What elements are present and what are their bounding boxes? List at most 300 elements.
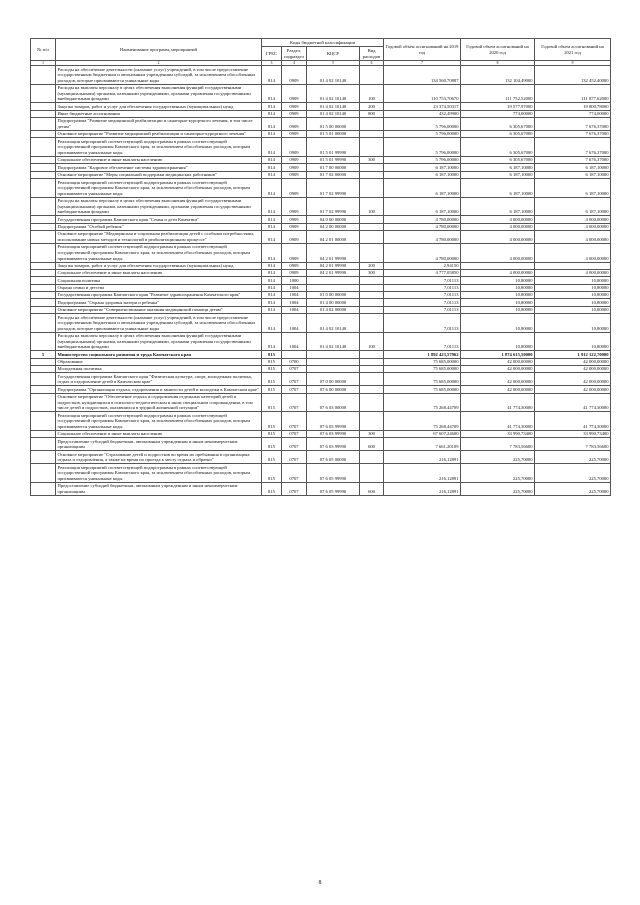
- row-name: Закупка товаров, работ и услуг для обеспечения государственных (муниципальных) нужд: [56, 103, 262, 110]
- row-ktsr: 04 2 00 00000: [307, 223, 360, 230]
- row-amount-2020: 774,00000: [461, 110, 535, 117]
- row-grbs: 814: [262, 171, 282, 178]
- row-name: Реализация мероприятий соответствующей подпрограммы в рамках соответствующей государственной программы Камчатского края, за исключением обособленных расходов, которым присваиваются уникальные коды: [56, 412, 262, 431]
- row-ktsr: 01 5 01 99990: [307, 156, 360, 163]
- row-amount-2019: 67 607,24600: [384, 430, 461, 437]
- table-row: [31, 366, 611, 373]
- row-amount-2019: 216,12891: [384, 451, 461, 464]
- row-amount-2019: 7,01113: [384, 277, 461, 284]
- row-ktsr: 01 4 02 00000: [307, 306, 360, 313]
- row-razdel: 0909: [282, 179, 307, 198]
- row-num: [31, 464, 56, 483]
- row-razdel: 1004: [282, 292, 307, 299]
- row-amount-2019: 110 753,70670: [384, 84, 461, 103]
- table-row: [31, 314, 611, 333]
- row-num: [31, 393, 56, 412]
- table-row: [31, 464, 611, 483]
- table-row: [31, 393, 611, 412]
- row-amount-2019: 5 796,00000: [384, 138, 461, 157]
- row-ktsr: [307, 358, 360, 365]
- row-razdel: 0707: [282, 412, 307, 431]
- row-grbs: 814: [262, 66, 282, 85]
- header-ktsr: КЦСР: [307, 47, 360, 61]
- row-grbs: 814: [262, 262, 282, 269]
- row-razdel: 0909: [282, 262, 307, 269]
- row-grbs: 814: [262, 314, 282, 333]
- table-row: [31, 84, 611, 103]
- row-name: Основное мероприятие "Совершенствование оказания медицинской помощи детям": [56, 306, 262, 313]
- page-number: 8: [318, 880, 322, 886]
- row-vid: 300: [360, 156, 384, 163]
- row-name: Образование: [56, 358, 262, 365]
- row-razdel: 0707: [282, 393, 307, 412]
- row-amount-2019: 6 187,10000: [384, 197, 461, 216]
- row-amount-2020: 10,80000: [461, 277, 535, 284]
- table-row: [31, 216, 611, 223]
- row-vid: [360, 179, 384, 198]
- row-name: Социальная политика: [56, 277, 262, 284]
- row-amount-2021: 111 877,62000: [535, 84, 611, 103]
- row-ktsr: 07 6 03 99990: [307, 430, 360, 437]
- table-row: [31, 332, 611, 351]
- row-ktsr: [307, 277, 360, 284]
- row-amount-2021: 7 783,56600: [535, 438, 611, 451]
- row-razdel: 0909: [282, 66, 307, 85]
- row-vid: [360, 358, 384, 365]
- row-amount-2021: 19 800,78000: [535, 103, 611, 110]
- row-amount-2021: 7 676,37000: [535, 118, 611, 131]
- table-row: [31, 66, 611, 85]
- row-amount-2020: 6 305,67000: [461, 156, 535, 163]
- index-cell: 4: [282, 61, 307, 66]
- table-row: [31, 284, 611, 291]
- row-amount-2021: 6 187,10000: [535, 197, 611, 216]
- row-amount-2020: 42 000,00000: [461, 373, 535, 386]
- row-amount-2021: 10,80000: [535, 277, 611, 284]
- row-name: Государственная программа Камчатского края "Физическая культура, спорт, молодежная политика, отдых и оздоровление детей в Камчатском крае": [56, 373, 262, 386]
- row-name: Основное мероприятие "Обеспечение отдыха и оздоровления отдельных категорий детей и подростков, нуждающихся в психолого-педагогическом и ином специальном сопровождении, в том числе детей и подростков, оказавшихся в трудной жизненной ситуации": [56, 393, 262, 412]
- row-ktsr: 04 0 00 00000: [307, 216, 360, 223]
- row-num: [31, 306, 56, 313]
- row-num: [31, 164, 56, 171]
- row-amount-2020: 7 783,56600: [461, 438, 535, 451]
- row-grbs: 815: [262, 351, 282, 358]
- row-amount-2020: 41 774,30000: [461, 393, 535, 412]
- row-ktsr: 01 0 00 00000: [307, 292, 360, 299]
- index-cell: 9: [535, 61, 611, 66]
- row-amount-2021: 4 000,00000: [535, 243, 611, 262]
- row-num: [31, 179, 56, 198]
- row-ktsr: 01 4 02 10140: [307, 314, 360, 333]
- row-razdel: 0909: [282, 269, 307, 276]
- row-razdel: 0707: [282, 482, 307, 495]
- row-vid: [360, 171, 384, 178]
- row-name: Социальное обеспечение и иные выплаты населению: [56, 156, 262, 163]
- table-body: [31, 66, 611, 496]
- table-row: [31, 131, 611, 138]
- row-amount-2020: 19 577,97000: [461, 103, 535, 110]
- row-amount-2021: 7 676,37000: [535, 138, 611, 157]
- row-amount-2021: 225,70000: [535, 482, 611, 495]
- row-amount-2019: 75 685,00000: [384, 386, 461, 393]
- row-razdel: 1000: [282, 277, 307, 284]
- row-vid: [360, 277, 384, 284]
- row-amount-2020: 10,80000: [461, 284, 535, 291]
- budget-table-sheet: [30, 38, 610, 496]
- index-cell: 6: [360, 61, 384, 66]
- table-row: [31, 269, 611, 276]
- row-amount-2021: 42 000,00000: [535, 366, 611, 373]
- row-amount-2019: 4 780,00000: [384, 243, 461, 262]
- row-razdel: 0909: [282, 118, 307, 131]
- header-grbs: ГРБС: [262, 47, 282, 61]
- table-row: [31, 430, 611, 437]
- row-grbs: 815: [262, 358, 282, 365]
- header-razdel: Раздел, подраздел: [282, 47, 307, 61]
- row-name: Министерство социального развития и труда Камчатского края: [56, 351, 262, 358]
- row-razdel: 0909: [282, 138, 307, 157]
- row-amount-2021: 42 000,00000: [535, 358, 611, 365]
- row-razdel: 0909: [282, 230, 307, 243]
- row-razdel: 0909: [282, 197, 307, 216]
- row-num: [31, 84, 56, 103]
- row-name: Охрана семьи и детства: [56, 284, 262, 291]
- row-name: Социальное обеспечение и иные выплаты населению: [56, 269, 262, 276]
- row-vid: 100: [360, 197, 384, 216]
- row-amount-2021: 7 676,37000: [535, 156, 611, 163]
- row-amount-2019: 7,01113: [384, 314, 461, 333]
- row-vid: [360, 373, 384, 386]
- row-vid: [360, 412, 384, 431]
- header-codes-group: Коды бюджетной классификации: [262, 39, 384, 47]
- row-num: [31, 118, 56, 131]
- row-amount-2019: 1 892 423,57962: [384, 351, 461, 358]
- row-amount-2019: 7,01113: [384, 332, 461, 351]
- row-razdel: [282, 351, 307, 358]
- table-row: [31, 164, 611, 171]
- row-amount-2020: 4 000,00000: [461, 269, 535, 276]
- row-razdel: 0909: [282, 164, 307, 171]
- table-row: [31, 299, 611, 306]
- row-vid: [360, 223, 384, 230]
- row-amount-2020: 225,70000: [461, 464, 535, 483]
- row-ktsr: [307, 284, 360, 291]
- header-name: Наименование программ, мероприятий: [56, 39, 262, 61]
- row-amount-2019: 5 796,00000: [384, 118, 461, 131]
- row-amount-2019: 23 374,50317: [384, 103, 461, 110]
- header-2019: Годовой объем ассигнований на 2019 год: [384, 39, 461, 61]
- row-num: [31, 451, 56, 464]
- row-amount-2021: 4 000,00000: [535, 223, 611, 230]
- row-amount-2019: 75 268,44709: [384, 393, 461, 412]
- row-amount-2020: 10,80000: [461, 306, 535, 313]
- row-grbs: 814: [262, 197, 282, 216]
- row-name: Реализация мероприятий соответствующей подпрограммы в рамках соответствующей государственной программы Камчатского края, за исключением обособленных расходов, которым присваиваются уникальные коды: [56, 464, 262, 483]
- row-amount-2019: 4 780,00000: [384, 223, 461, 230]
- header-2020: Годовой объем ассигнований на 2020 год: [461, 39, 535, 61]
- row-grbs: 815: [262, 430, 282, 437]
- row-razdel: 0707: [282, 366, 307, 373]
- row-name: Подпрограмма "Организация отдыха, оздоровления и занятости детей и молодежи в Камчатском крае": [56, 386, 262, 393]
- row-num: [31, 299, 56, 306]
- row-razdel: 1004: [282, 314, 307, 333]
- row-name: Государственная программа Камчатского края "Развитие здравоохранения Камчатского края": [56, 292, 262, 299]
- row-amount-2019: 216,12891: [384, 482, 461, 495]
- row-razdel: 0909: [282, 216, 307, 223]
- row-amount-2020: 6 305,67000: [461, 138, 535, 157]
- table-row: [31, 156, 611, 163]
- table-row: [31, 386, 611, 393]
- row-amount-2019: 5 796,00000: [384, 131, 461, 138]
- row-num: [31, 412, 56, 431]
- row-amount-2020: 6 187,10000: [461, 179, 535, 198]
- row-amount-2021: 10,80000: [535, 306, 611, 313]
- row-grbs: 814: [262, 277, 282, 284]
- row-amount-2020: 225,70000: [461, 482, 535, 495]
- row-amount-2020: 10,80000: [461, 332, 535, 351]
- row-grbs: 814: [262, 243, 282, 262]
- table-row: [31, 373, 611, 386]
- row-amount-2019: 7,01113: [384, 306, 461, 313]
- row-name: Реализация мероприятий соответствующей подпрограммы в рамках соответствующей государственной программы Камчатского края, за исключением обособленных расходов, которым присваиваются уникальные коды: [56, 243, 262, 262]
- row-amount-2021: 10,80000: [535, 314, 611, 333]
- row-num: [31, 269, 56, 276]
- row-amount-2019: 4 780,00000: [384, 216, 461, 223]
- row-amount-2021: 6 187,10000: [535, 179, 611, 198]
- table-row: [31, 277, 611, 284]
- row-ktsr: 01 4 02 10140: [307, 110, 360, 117]
- row-vid: [360, 284, 384, 291]
- row-num: [31, 292, 56, 299]
- row-num: [31, 197, 56, 216]
- row-vid: [360, 351, 384, 358]
- header-num: № п/п: [31, 39, 56, 61]
- table-row: [31, 451, 611, 464]
- row-num: [31, 366, 56, 373]
- row-ktsr: 01 7 02 99990: [307, 197, 360, 216]
- row-name: Иные бюджетные ассигнования: [56, 110, 262, 117]
- table-row: [31, 103, 611, 110]
- row-name: Основное мероприятие "Страхование детей и подростков во время их пребывания в организациях отдыха и оздоровления, а также на время их проезда к месту отдыха и обратно": [56, 451, 262, 464]
- row-name: Основное мероприятие "Меры социальной поддержки медицинских работников": [56, 171, 262, 178]
- row-num: [31, 156, 56, 163]
- row-razdel: 0707: [282, 438, 307, 451]
- table-row: [31, 223, 611, 230]
- row-num: [31, 430, 56, 437]
- index-cell: 3: [262, 61, 282, 66]
- index-cell: 5: [307, 61, 360, 66]
- row-ktsr: 04 2 01 99990: [307, 262, 360, 269]
- row-amount-2021: 7 676,37000: [535, 131, 611, 138]
- row-amount-2019: 4 777,05850: [384, 269, 461, 276]
- row-vid: [360, 386, 384, 393]
- row-vid: [360, 138, 384, 157]
- row-num: [31, 438, 56, 451]
- row-vid: [360, 292, 384, 299]
- row-ktsr: 07 6 00 00000: [307, 386, 360, 393]
- row-razdel: 0707: [282, 373, 307, 386]
- row-num: [31, 131, 56, 138]
- row-grbs: 814: [262, 164, 282, 171]
- row-num: [31, 332, 56, 351]
- row-num: [31, 386, 56, 393]
- row-amount-2021: 4 000,00000: [535, 216, 611, 223]
- row-name: Социальное обеспечение и иные выплаты населению: [56, 430, 262, 437]
- row-razdel: 0909: [282, 223, 307, 230]
- table-row: [31, 110, 611, 117]
- row-grbs: 814: [262, 216, 282, 223]
- row-amount-2019: 7,01113: [384, 299, 461, 306]
- row-grbs: 815: [262, 451, 282, 464]
- row-amount-2021: 10,80000: [535, 332, 611, 351]
- row-ktsr: [307, 351, 360, 358]
- row-vid: 100: [360, 84, 384, 103]
- row-amount-2021: 4 000,00000: [535, 269, 611, 276]
- row-ktsr: 04 2 01 99990: [307, 269, 360, 276]
- row-name: Подпрограмма "Кадровое обеспечение системы здравоохранения": [56, 164, 262, 171]
- row-name: Предоставление субсидий бюджетным, автономным учреждениям и иным некоммерческим организациям: [56, 482, 262, 495]
- row-razdel: 0909: [282, 243, 307, 262]
- row-amount-2020: 10,80000: [461, 299, 535, 306]
- budget-table: [30, 38, 611, 496]
- row-vid: [360, 464, 384, 483]
- row-grbs: 814: [262, 179, 282, 198]
- row-grbs: 815: [262, 482, 282, 495]
- row-grbs: 814: [262, 299, 282, 306]
- row-amount-2019: 6 187,10000: [384, 164, 461, 171]
- row-amount-2021: 132 452,40000: [535, 66, 611, 85]
- row-amount-2020: 42 000,00000: [461, 358, 535, 365]
- table-row: [31, 412, 611, 431]
- row-grbs: 814: [262, 292, 282, 299]
- row-razdel: 0909: [282, 156, 307, 163]
- header-vid: Вид расходов: [360, 47, 384, 61]
- row-grbs: 814: [262, 223, 282, 230]
- row-amount-2021: 41 774,30000: [535, 393, 611, 412]
- row-razdel: 0707: [282, 451, 307, 464]
- row-num: [31, 373, 56, 386]
- row-amount-2020: 6 305,67000: [461, 118, 535, 131]
- row-amount-2021: 33 990,73400: [535, 430, 611, 437]
- row-amount-2021: 10,80000: [535, 284, 611, 291]
- row-ktsr: [307, 366, 360, 373]
- row-razdel: 0909: [282, 84, 307, 103]
- row-grbs: 815: [262, 438, 282, 451]
- row-grbs: 814: [262, 332, 282, 351]
- row-razdel: 0909: [282, 171, 307, 178]
- row-amount-2020: 10,80000: [461, 292, 535, 299]
- table-row: [31, 262, 611, 269]
- row-razdel: 0700: [282, 358, 307, 365]
- row-amount-2021: [535, 262, 611, 269]
- row-grbs: 815: [262, 386, 282, 393]
- table-row: [31, 138, 611, 157]
- index-cell: 1: [31, 61, 56, 66]
- row-amount-2021: 42 000,00000: [535, 386, 611, 393]
- row-ktsr: 04 2 01 00000: [307, 230, 360, 243]
- row-amount-2019: 75 685,00000: [384, 373, 461, 386]
- row-amount-2021: 225,70000: [535, 451, 611, 464]
- row-num: [31, 138, 56, 157]
- row-ktsr: 01 4 02 10140: [307, 84, 360, 103]
- row-grbs: 815: [262, 464, 282, 483]
- row-amount-2020: 41 774,30000: [461, 412, 535, 431]
- row-vid: [360, 393, 384, 412]
- row-num: [31, 243, 56, 262]
- row-amount-2019: 4 780,00000: [384, 230, 461, 243]
- row-amount-2019: 5 796,00000: [384, 156, 461, 163]
- index-cell: 8: [461, 61, 535, 66]
- row-grbs: 815: [262, 412, 282, 431]
- row-amount-2020: 132 104,49000: [461, 66, 535, 85]
- row-num: [31, 358, 56, 365]
- row-razdel: 0909: [282, 110, 307, 117]
- row-amount-2020: 111 752,52000: [461, 84, 535, 103]
- row-vid: 300: [360, 430, 384, 437]
- row-name: Расходы на выплаты персоналу в целях обеспечения выполнения функций государственными (муниципальными) органами, казенными учреждениями, органами управления государственными внебюджетными фондами: [56, 197, 262, 216]
- row-ktsr: 07 0 00 00000: [307, 373, 360, 386]
- row-grbs: 814: [262, 118, 282, 131]
- table-row: [31, 118, 611, 131]
- row-vid: 600: [360, 438, 384, 451]
- row-razdel: 0707: [282, 430, 307, 437]
- row-amount-2020: 6 187,10000: [461, 164, 535, 171]
- row-ktsr: 01 4 00 00000: [307, 299, 360, 306]
- row-ktsr: 01 7 02 00000: [307, 171, 360, 178]
- row-vid: 800: [360, 110, 384, 117]
- row-vid: 300: [360, 269, 384, 276]
- table-row: [31, 358, 611, 365]
- row-grbs: 814: [262, 156, 282, 163]
- row-amount-2020: 6 187,10000: [461, 197, 535, 216]
- row-vid: 200: [360, 262, 384, 269]
- row-name: Государственная программа Камчатского края "Семья и дети Камчатки": [56, 216, 262, 223]
- table-row: [31, 292, 611, 299]
- row-vid: [360, 366, 384, 373]
- row-vid: [360, 216, 384, 223]
- row-amount-2021: 774,00000: [535, 110, 611, 117]
- row-amount-2021: 10,80000: [535, 292, 611, 299]
- row-grbs: 814: [262, 138, 282, 157]
- row-amount-2020: 6 187,10000: [461, 171, 535, 178]
- row-vid: 100: [360, 332, 384, 351]
- row-ktsr: 07 6 05 99990: [307, 482, 360, 495]
- row-num: [31, 284, 56, 291]
- row-num: [31, 262, 56, 269]
- row-grbs: 814: [262, 103, 282, 110]
- row-grbs: 814: [262, 284, 282, 291]
- row-name: Основное мероприятие "Медицинская и социальная реабилитация детей с особыми потребностями, использование новых методов и технологий в реабилитационном процессе": [56, 230, 262, 243]
- row-name: Закупка товаров, работ и услуг для обеспечения государственных (муниципальных) нужд: [56, 262, 262, 269]
- row-ktsr: 01 4 02 10140: [307, 332, 360, 351]
- row-razdel: 0707: [282, 386, 307, 393]
- row-ktsr: 01 4 02 10140: [307, 103, 360, 110]
- row-ktsr: 01 4 02 10140: [307, 66, 360, 85]
- row-amount-2020: 42 000,00000: [461, 366, 535, 373]
- row-name: Реализация мероприятий соответствующей подпрограммы в рамках соответствующей государственной программы Камчатского края, за исключением обособленных расходов, которым присваиваются уникальные коды: [56, 138, 262, 157]
- row-razdel: 1004: [282, 299, 307, 306]
- row-name: Основное мероприятие "Развитие медицинской реабилитации и санаторно-курортного лечения": [56, 131, 262, 138]
- row-grbs: 815: [262, 373, 282, 386]
- row-amount-2020: 4 000,00000: [461, 243, 535, 262]
- row-vid: [360, 306, 384, 313]
- row-amount-2020: 42 000,00000: [461, 386, 535, 393]
- table-row: [31, 306, 611, 313]
- row-grbs: 814: [262, 230, 282, 243]
- row-ktsr: 07 6 03 00000: [307, 393, 360, 412]
- row-amount-2019: 2,94150: [384, 262, 461, 269]
- row-amount-2019: 432,49900: [384, 110, 461, 117]
